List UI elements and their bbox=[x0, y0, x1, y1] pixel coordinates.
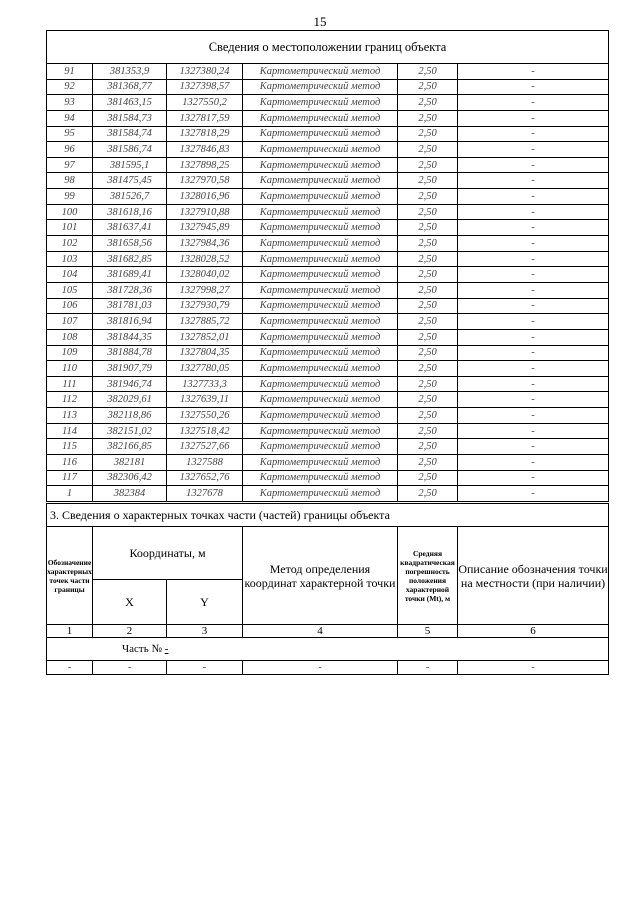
point-number-cell: 91 bbox=[47, 64, 93, 80]
point-number-cell: 98 bbox=[47, 173, 93, 189]
y-coordinate-cell: 1328040,02 bbox=[167, 267, 243, 283]
y-coordinate-cell: 1327588 bbox=[167, 455, 243, 471]
description-cell: - bbox=[458, 64, 609, 80]
method-cell: Картометрический метод bbox=[243, 392, 398, 408]
method-cell: Картометрический метод bbox=[243, 126, 398, 142]
description-cell: - bbox=[458, 142, 609, 158]
table-row bbox=[47, 204, 609, 220]
point-number-cell: 101 bbox=[47, 220, 93, 236]
accuracy-cell: 2,50 bbox=[398, 251, 458, 267]
point-number-cell: 114 bbox=[47, 423, 93, 439]
part-label: Часть № bbox=[122, 643, 162, 655]
y-coordinate-cell: 1327818,29 bbox=[167, 126, 243, 142]
table-row bbox=[47, 64, 609, 80]
method-cell: Картометрический метод bbox=[243, 486, 398, 502]
table-row bbox=[47, 126, 609, 142]
description-cell: - bbox=[458, 236, 609, 252]
y-coordinate-cell: 1327550,2 bbox=[167, 95, 243, 111]
table-row bbox=[47, 408, 609, 424]
y-coordinate-cell: 1327846,83 bbox=[167, 142, 243, 158]
method-cell: Картометрический метод bbox=[243, 79, 398, 95]
y-coordinate-cell: 1327910,88 bbox=[167, 204, 243, 220]
accuracy-cell: 2,50 bbox=[398, 345, 458, 361]
x-coordinate-cell: 381368,77 bbox=[93, 79, 167, 95]
method-cell: Картометрический метод bbox=[243, 173, 398, 189]
accuracy-cell: 2,50 bbox=[398, 329, 458, 345]
point-number-cell: 99 bbox=[47, 189, 93, 205]
y-coordinate-cell: 1327380,24 bbox=[167, 64, 243, 80]
table-row bbox=[47, 392, 609, 408]
table-row bbox=[47, 439, 609, 455]
table-row bbox=[47, 236, 609, 252]
x-coordinate-cell: 381816,94 bbox=[93, 314, 167, 330]
description-cell: - bbox=[458, 314, 609, 330]
accuracy-cell: 2,50 bbox=[398, 282, 458, 298]
accuracy-cell: 2,50 bbox=[398, 142, 458, 158]
description-cell: - bbox=[458, 361, 609, 377]
method-cell: Картометрический метод bbox=[243, 361, 398, 377]
accuracy-cell: 2,50 bbox=[398, 126, 458, 142]
method-cell: Картометрический метод bbox=[243, 298, 398, 314]
header-method: Метод определения координат характерной точки bbox=[243, 527, 398, 625]
part-number-row bbox=[47, 638, 609, 661]
table-row bbox=[47, 173, 609, 189]
x-coordinate-cell: 381907,79 bbox=[93, 361, 167, 377]
x-coordinate-cell: 381584,74 bbox=[93, 126, 167, 142]
point-number-cell: 112 bbox=[47, 392, 93, 408]
x-coordinate-cell: 381586,74 bbox=[93, 142, 167, 158]
method-cell: Картометрический метод bbox=[243, 439, 398, 455]
table-row bbox=[47, 251, 609, 267]
table-row bbox=[47, 361, 609, 377]
accuracy-cell: 2,50 bbox=[398, 376, 458, 392]
accuracy-cell: 2,50 bbox=[398, 157, 458, 173]
y-coordinate-cell: 1327945,89 bbox=[167, 220, 243, 236]
description-cell: - bbox=[458, 220, 609, 236]
x-coordinate-cell: 381844,35 bbox=[93, 329, 167, 345]
accuracy-cell: 2,50 bbox=[398, 173, 458, 189]
table-row bbox=[47, 220, 609, 236]
point-number-cell: 97 bbox=[47, 157, 93, 173]
table-row bbox=[47, 267, 609, 283]
method-cell: Картометрический метод bbox=[243, 110, 398, 126]
y-coordinate-cell: 1328016,96 bbox=[167, 189, 243, 205]
x-coordinate-cell: 381689,41 bbox=[93, 267, 167, 283]
y-coordinate-cell: 1327970,58 bbox=[167, 173, 243, 189]
description-cell: - bbox=[458, 486, 609, 502]
accuracy-cell: 2,50 bbox=[398, 423, 458, 439]
method-cell: Картометрический метод bbox=[243, 376, 398, 392]
method-cell: Картометрический метод bbox=[243, 455, 398, 471]
y-coordinate-cell: 1327852,01 bbox=[167, 329, 243, 345]
point-number-cell: 92 bbox=[47, 79, 93, 95]
table-row bbox=[47, 298, 609, 314]
description-cell: - bbox=[458, 392, 609, 408]
method-cell: Картометрический метод bbox=[243, 314, 398, 330]
section3-title: 3. Сведения о характерных точках части (частей) границы объекта bbox=[47, 504, 609, 527]
description-cell: - bbox=[458, 110, 609, 126]
x-coordinate-cell: 381595,1 bbox=[93, 157, 167, 173]
description-cell: - bbox=[458, 267, 609, 283]
point-number-cell: 116 bbox=[47, 455, 93, 471]
accuracy-cell: 2,50 bbox=[398, 486, 458, 502]
accuracy-cell: 2,50 bbox=[398, 189, 458, 205]
table-row bbox=[47, 455, 609, 471]
column-number: 1 bbox=[47, 625, 93, 638]
boundary-table bbox=[46, 30, 609, 502]
x-coordinate-cell: 382181 bbox=[93, 455, 167, 471]
header-point-designation: Обозначение характерных точек части границы bbox=[47, 527, 93, 625]
x-coordinate-cell: 381658,56 bbox=[93, 236, 167, 252]
method-cell: Картометрический метод bbox=[243, 142, 398, 158]
accuracy-cell: 2,50 bbox=[398, 470, 458, 486]
method-cell: Картометрический метод bbox=[243, 64, 398, 80]
description-cell: - bbox=[458, 470, 609, 486]
accuracy-cell: 2,50 bbox=[398, 361, 458, 377]
point-number-cell: 107 bbox=[47, 314, 93, 330]
point-number-cell: 104 bbox=[47, 267, 93, 283]
column-number: 6 bbox=[458, 625, 609, 638]
table-row bbox=[47, 376, 609, 392]
description-cell: - bbox=[458, 79, 609, 95]
point-number-cell: 1 bbox=[47, 486, 93, 502]
y-coordinate-cell: 1327885,72 bbox=[167, 314, 243, 330]
method-cell: Картометрический метод bbox=[243, 267, 398, 283]
point-number-cell: 105 bbox=[47, 282, 93, 298]
x-coordinate-cell: 381618,16 bbox=[93, 204, 167, 220]
empty-cell: - bbox=[167, 661, 243, 675]
point-number-cell: 111 bbox=[47, 376, 93, 392]
point-number-cell: 106 bbox=[47, 298, 93, 314]
y-coordinate-cell: 1327678 bbox=[167, 486, 243, 502]
empty-cell: - bbox=[243, 661, 398, 675]
part-points-table bbox=[46, 503, 609, 675]
accuracy-cell: 2,50 bbox=[398, 392, 458, 408]
table-row bbox=[47, 282, 609, 298]
description-cell: - bbox=[458, 204, 609, 220]
point-number-cell: 100 bbox=[47, 204, 93, 220]
accuracy-cell: 2,50 bbox=[398, 236, 458, 252]
column-number: 3 bbox=[167, 625, 243, 638]
method-cell: Картометрический метод bbox=[243, 282, 398, 298]
y-coordinate-cell: 1327639,11 bbox=[167, 392, 243, 408]
method-cell: Картометрический метод bbox=[243, 95, 398, 111]
header-coordinates: Координаты, м bbox=[93, 527, 243, 580]
empty-cell: - bbox=[458, 661, 609, 675]
header-description: Описание обозначения точки на местности (при наличии) bbox=[458, 527, 609, 625]
y-coordinate-cell: 1327984,36 bbox=[167, 236, 243, 252]
x-coordinate-cell: 381728,36 bbox=[93, 282, 167, 298]
table-row bbox=[47, 345, 609, 361]
description-cell: - bbox=[458, 157, 609, 173]
x-coordinate-cell: 382306,42 bbox=[93, 470, 167, 486]
table-row bbox=[47, 470, 609, 486]
header-accuracy: Средняя квадратическая погрешность положения характерной точки (Mt), м bbox=[398, 527, 458, 625]
description-cell: - bbox=[458, 126, 609, 142]
accuracy-cell: 2,50 bbox=[398, 439, 458, 455]
description-cell: - bbox=[458, 251, 609, 267]
x-coordinate-cell: 382166,85 bbox=[93, 439, 167, 455]
empty-cell: - bbox=[93, 661, 167, 675]
x-coordinate-cell: 381946,74 bbox=[93, 376, 167, 392]
point-number-cell: 108 bbox=[47, 329, 93, 345]
table-row bbox=[47, 79, 609, 95]
accuracy-cell: 2,50 bbox=[398, 267, 458, 283]
table-row bbox=[47, 486, 609, 502]
method-cell: Картометрический метод bbox=[243, 329, 398, 345]
point-number-cell: 115 bbox=[47, 439, 93, 455]
y-coordinate-cell: 1327550,26 bbox=[167, 408, 243, 424]
table-row bbox=[47, 142, 609, 158]
table-row bbox=[47, 314, 609, 330]
y-coordinate-cell: 1327898,25 bbox=[167, 157, 243, 173]
description-cell: - bbox=[458, 95, 609, 111]
accuracy-cell: 2,50 bbox=[398, 314, 458, 330]
x-coordinate-cell: 382384 bbox=[93, 486, 167, 502]
x-coordinate-cell: 382029,61 bbox=[93, 392, 167, 408]
method-cell: Картометрический метод bbox=[243, 157, 398, 173]
accuracy-cell: 2,50 bbox=[398, 408, 458, 424]
point-number-cell: 93 bbox=[47, 95, 93, 111]
table-row bbox=[47, 189, 609, 205]
column-number: 4 bbox=[243, 625, 398, 638]
y-coordinate-cell: 1327527,66 bbox=[167, 439, 243, 455]
accuracy-cell: 2,50 bbox=[398, 95, 458, 111]
y-coordinate-cell: 1327998,27 bbox=[167, 282, 243, 298]
method-cell: Картометрический метод bbox=[243, 236, 398, 252]
x-coordinate-cell: 381781,03 bbox=[93, 298, 167, 314]
description-cell: - bbox=[458, 423, 609, 439]
table-row bbox=[47, 157, 609, 173]
table-row bbox=[47, 110, 609, 126]
x-coordinate-cell: 382118,86 bbox=[93, 408, 167, 424]
x-coordinate-cell: 381584,73 bbox=[93, 110, 167, 126]
x-coordinate-cell: 382151,02 bbox=[93, 423, 167, 439]
method-cell: Картометрический метод bbox=[243, 251, 398, 267]
accuracy-cell: 2,50 bbox=[398, 64, 458, 80]
y-coordinate-cell: 1327817,59 bbox=[167, 110, 243, 126]
point-number-cell: 103 bbox=[47, 251, 93, 267]
point-number-cell: 110 bbox=[47, 361, 93, 377]
accuracy-cell: 2,50 bbox=[398, 79, 458, 95]
accuracy-cell: 2,50 bbox=[398, 220, 458, 236]
description-cell: - bbox=[458, 455, 609, 471]
point-number-cell: 94 bbox=[47, 110, 93, 126]
description-cell: - bbox=[458, 376, 609, 392]
description-cell: - bbox=[458, 189, 609, 205]
method-cell: Картометрический метод bbox=[243, 189, 398, 205]
table-row bbox=[47, 329, 609, 345]
empty-cell: - bbox=[398, 661, 458, 675]
point-number-cell: 117 bbox=[47, 470, 93, 486]
y-coordinate-cell: 1327398,57 bbox=[167, 79, 243, 95]
method-cell: Картометрический метод bbox=[243, 345, 398, 361]
point-number-cell: 96 bbox=[47, 142, 93, 158]
description-cell: - bbox=[458, 282, 609, 298]
table-row bbox=[47, 95, 609, 111]
x-coordinate-cell: 381475,45 bbox=[93, 173, 167, 189]
column-number: 2 bbox=[93, 625, 167, 638]
header-x: X bbox=[93, 580, 167, 625]
x-coordinate-cell: 381353,9 bbox=[93, 64, 167, 80]
header-y: Y bbox=[167, 580, 243, 625]
point-number-cell: 109 bbox=[47, 345, 93, 361]
y-coordinate-cell: 1327930,79 bbox=[167, 298, 243, 314]
y-coordinate-cell: 1327780,05 bbox=[167, 361, 243, 377]
method-cell: Картометрический метод bbox=[243, 204, 398, 220]
x-coordinate-cell: 381463,15 bbox=[93, 95, 167, 111]
accuracy-cell: 2,50 bbox=[398, 110, 458, 126]
description-cell: - bbox=[458, 329, 609, 345]
y-coordinate-cell: 1327733,3 bbox=[167, 376, 243, 392]
x-coordinate-cell: 381526,7 bbox=[93, 189, 167, 205]
description-cell: - bbox=[458, 173, 609, 189]
point-number-cell: 102 bbox=[47, 236, 93, 252]
description-cell: - bbox=[458, 408, 609, 424]
table-row bbox=[47, 423, 609, 439]
y-coordinate-cell: 1327518,42 bbox=[167, 423, 243, 439]
page-number: 15 bbox=[313, 14, 327, 29]
y-coordinate-cell: 1327804,35 bbox=[167, 345, 243, 361]
method-cell: Картометрический метод bbox=[243, 220, 398, 236]
method-cell: Картометрический метод bbox=[243, 408, 398, 424]
description-cell: - bbox=[458, 439, 609, 455]
y-coordinate-cell: 1328028,52 bbox=[167, 251, 243, 267]
section-title: Сведения о местоположении границ объекта bbox=[47, 31, 609, 64]
point-number-cell: 95 bbox=[47, 126, 93, 142]
y-coordinate-cell: 1327652,76 bbox=[167, 470, 243, 486]
description-cell: - bbox=[458, 345, 609, 361]
accuracy-cell: 2,50 bbox=[398, 204, 458, 220]
part-value: - bbox=[164, 643, 169, 655]
point-number-cell: 113 bbox=[47, 408, 93, 424]
method-cell: Картометрический метод bbox=[243, 423, 398, 439]
description-cell: - bbox=[458, 298, 609, 314]
method-cell: Картометрический метод bbox=[243, 470, 398, 486]
x-coordinate-cell: 381682,85 bbox=[93, 251, 167, 267]
x-coordinate-cell: 381637,41 bbox=[93, 220, 167, 236]
x-coordinate-cell: 381884,78 bbox=[93, 345, 167, 361]
accuracy-cell: 2,50 bbox=[398, 298, 458, 314]
column-number: 5 bbox=[398, 625, 458, 638]
accuracy-cell: 2,50 bbox=[398, 455, 458, 471]
empty-cell: - bbox=[47, 661, 93, 675]
